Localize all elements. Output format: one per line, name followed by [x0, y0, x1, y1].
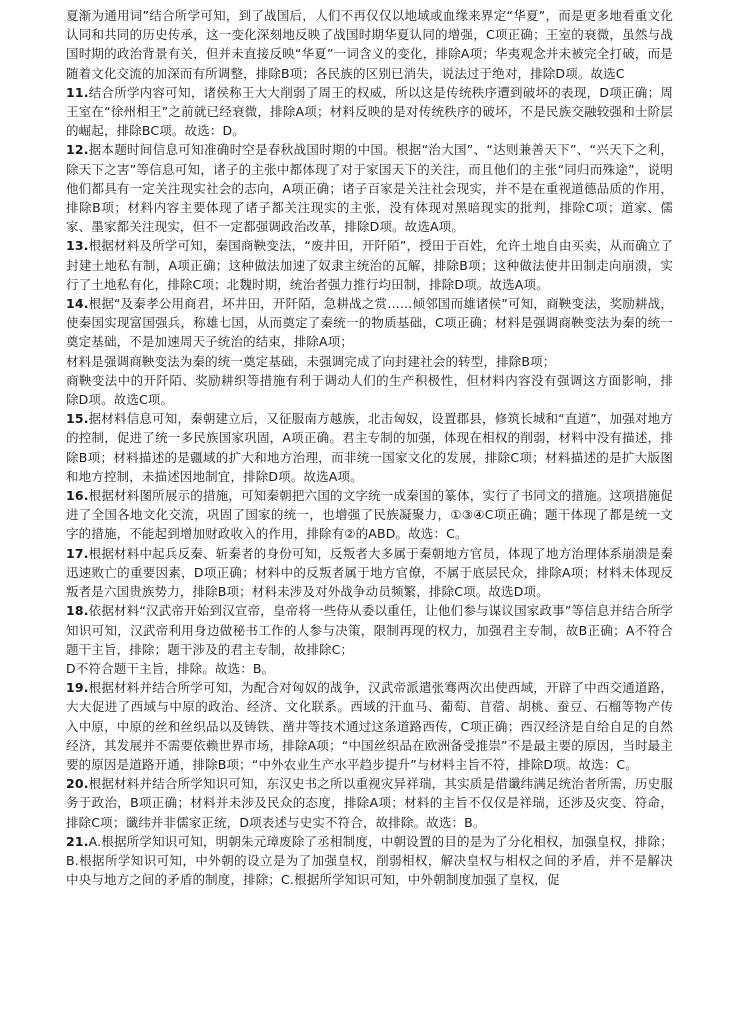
answer-explanation: 依据材料“汉武帝开始到汉宣帝，皇帝将一些侍从委以重任，让他们参与谋议国家政事”等信息并结合所学知识可知，汉武帝利用身边做秘书工作的人参与决策，限制再现的权力，加强君主专制，故B正确；A不符合题干主旨，排除；题干涉及的君主专制，故排除C； D不符合题干主旨，排除。故选：B。 — [66, 603, 673, 676]
answer-paragraph — [66, 486, 673, 544]
question-number: 21. — [66, 833, 89, 849]
answer-paragraph — [66, 832, 673, 890]
question-number: 18. — [66, 603, 89, 619]
answer-paragraph — [66, 6, 673, 83]
answer-explanation: 结合所学内容可知，诸侯称王大大削弱了周王的权威，所以这是传统秩序遭到破坏的表现，D项正确；周王室在“徐州相王”之前就已经衰微，排除A项；材料反映的是对传统秩序的破坏，不是民族交融较强和士阶层的崛起，排除BC项。故选：D。 — [66, 84, 673, 139]
question-number: 19. — [66, 680, 89, 696]
answer-text-block — [66, 6, 673, 889]
question-number: 14. — [66, 296, 89, 312]
answer-paragraph — [66, 140, 673, 236]
question-number: 13. — [66, 238, 89, 254]
answer-paragraph — [66, 678, 673, 774]
answer-explanation: 根据“及秦孝公用商君，坏井田，开阡陌，急耕战之赏……倾邻国而雄诸侯”可知，商鞅变法，奖励耕战，使秦国实现富国强兵，称雄七国，从而奠定了秦统一的物质基础，C项正确；材料是强调商鞅变法为秦的统一奠定基础，不是加速周天子统治的结束，排除A项； 材料是强调商鞅变法为秦的统一奠定基础，未强调完成了向封建社会的转型，排除B项； 商鞅变法中的开阡陌、奖励耕织等措施有利于调动人们的生产积极性，但材料内容没有强调这方面影响，排除D项。故选C项。 — [66, 296, 673, 408]
question-number: 15. — [66, 411, 89, 427]
answer-explanation: 根据材料并结合所学可知，为配合对匈奴的战争，汉武帝派遣张骞两次出使西域，开辟了中西交通道路，大大促进了西域与中原的政治、经济、文化联系。西域的汗血马、葡萄、苜蓿、胡桃、蚕豆、石榴等物产传入中原，中原的丝和丝织品以及铸铁、凿井等技术通过这条道路西传，C项正确；西汉经济是自给自足的自然经济，其发展并不需要依赖世界市场，排除A项；“中国丝织品在欧洲备受推崇”不是最主要的原因，当时最主要的原因是道路开通，排除B项；“中外农业生产水平趋步提升”与材料主旨不符，排除D项。故选：C。 — [66, 680, 673, 772]
answer-explanation: 夏渐为通用词”结合所学可知，到了战国后，人们不再仅仅以地域或血缘来界定“华夏”，而是更多地看重文化认同和共同的历史传承，这一变化深刻地反映了战国时期华夏认同的增强，C项正确；王室的衰微，虽然与战国时期的政治背景有关，但并未直接反映“华夏”一词含义的变化，排除A项；华夷观念并未被完全打破，而是随着文化交流的加深而有所调整，排除B项；各民族的区别已消失，说法过于绝对，排除D项。故选C — [66, 8, 673, 81]
answer-explanation: 根据材料图所展示的措施，可知秦朝把六国的文字统一成秦国的篆体，实行了书同文的措施。这项措施促进了全国各地文化交流，巩固了国家的统一，也增强了民族凝聚力，①③④C项正确；题干体现了都是统一文字的措施，不能起到增加财政收入的作用，排除有②的ABD。故选：C。 — [66, 488, 673, 542]
answer-paragraph — [66, 601, 673, 678]
answer-explanation: 据本题时间信息可知准确时空是春秋战国时期的中国。根据“治大国”、“达则兼善天下”、“兴天下之利，除天下之害”等信息可知，诸子的主张中都体现了对于家国天下的关注，而且他们的主张“同归而殊途”，说明他们都具有一定关注现实社会的志向，A项正确；诸子百家是关注社会现实，并不是在重视道德品质的作用，排除B项；材料内容主要体现了诸子都关注现实的主张，没有体现对黑暗现实的批判，排除C项；道家、儒家、墨家都关注现实，但不一定都强调政治改革，排除D项。故选A项。 — [66, 142, 673, 235]
answer-explanation: A.根据所学知识可知，明朝朱元璋废除了丞相制度，中朝设置的目的是为了分化相权，加强皇权，排除；B.根据所学知识可知，中外朝的设立是为了加强皇权，削弱相权，解决皇权与相权之间的矛盾，并不是解决中央与地方之间的矛盾的制度，排除；C.根据所学知识可知，中外朝制度加强了皇权，促 — [66, 833, 673, 888]
answer-explanation: 据材料信息可知，秦朝建立后，又征服南方越族，北击匈奴，设置郡县，修筑长城和“直道”，加强对地方的控制，促进了统一多民族国家巩固，A项正确。君主专制的加强，体现在相权的削弱，材料中没有描述，排除B项；材料描述的是疆域的扩大和地方治理，而非统一国家文化的发展，排除C项；材料描述的是扩大版图和地方控制，未描述因地制宜，排除D项。故选A项。 — [66, 411, 673, 484]
question-number: 17. — [66, 545, 89, 561]
answer-explanation: 根据材料及所学可知，秦国商鞅变法，“废井田，开阡陌”，授田于百姓，允许土地自由买卖，从而确立了封建土地私有制，A项正确；这种做法加速了奴隶主统治的瓦解，排除B项；这种做法使井田制走向崩溃，实行了土地私有化，排除C项；北魏时期，统治者强力推行均田制，排除D项。故选A项。 — [66, 238, 673, 292]
answer-paragraph — [66, 409, 673, 486]
answer-paragraph — [66, 83, 673, 141]
question-number: 16. — [66, 488, 89, 504]
question-number: 11. — [66, 84, 89, 100]
question-number: 20. — [66, 776, 89, 792]
question-number: 12. — [66, 142, 89, 158]
answer-explanation: 根据材料并结合所学知识可知，东汉史书之所以重视灾异祥瑞，其实质是借谶纬满足统治者所需，历史服务于政治，B项正确；材料并未涉及民众的态度，排除A项；材料的主旨不仅仅是祥瑞，还涉及灾变、符命，排除C项；谶纬并非儒家正统，D项表述与史实不符合，故排除。故选：B。 — [66, 776, 673, 830]
answer-explanation: 根据材料中起兵反秦、斩秦者的身份可知，反叛者大多属于秦朝地方官员，体现了地方治理体系崩溃是秦迅速败亡的重要因素，D项正确；材料中的反叛者属于地方官僚，不属于底层民众，排除A项；材料未体现反叛者是六国贵族势力，排除B项；材料未涉及对外战争动员频繁，排除C项。故选D项。 — [66, 545, 673, 600]
answer-paragraph — [66, 774, 673, 832]
answer-paragraph — [66, 544, 673, 602]
answer-paragraph — [66, 236, 673, 294]
answer-paragraph — [66, 294, 673, 409]
